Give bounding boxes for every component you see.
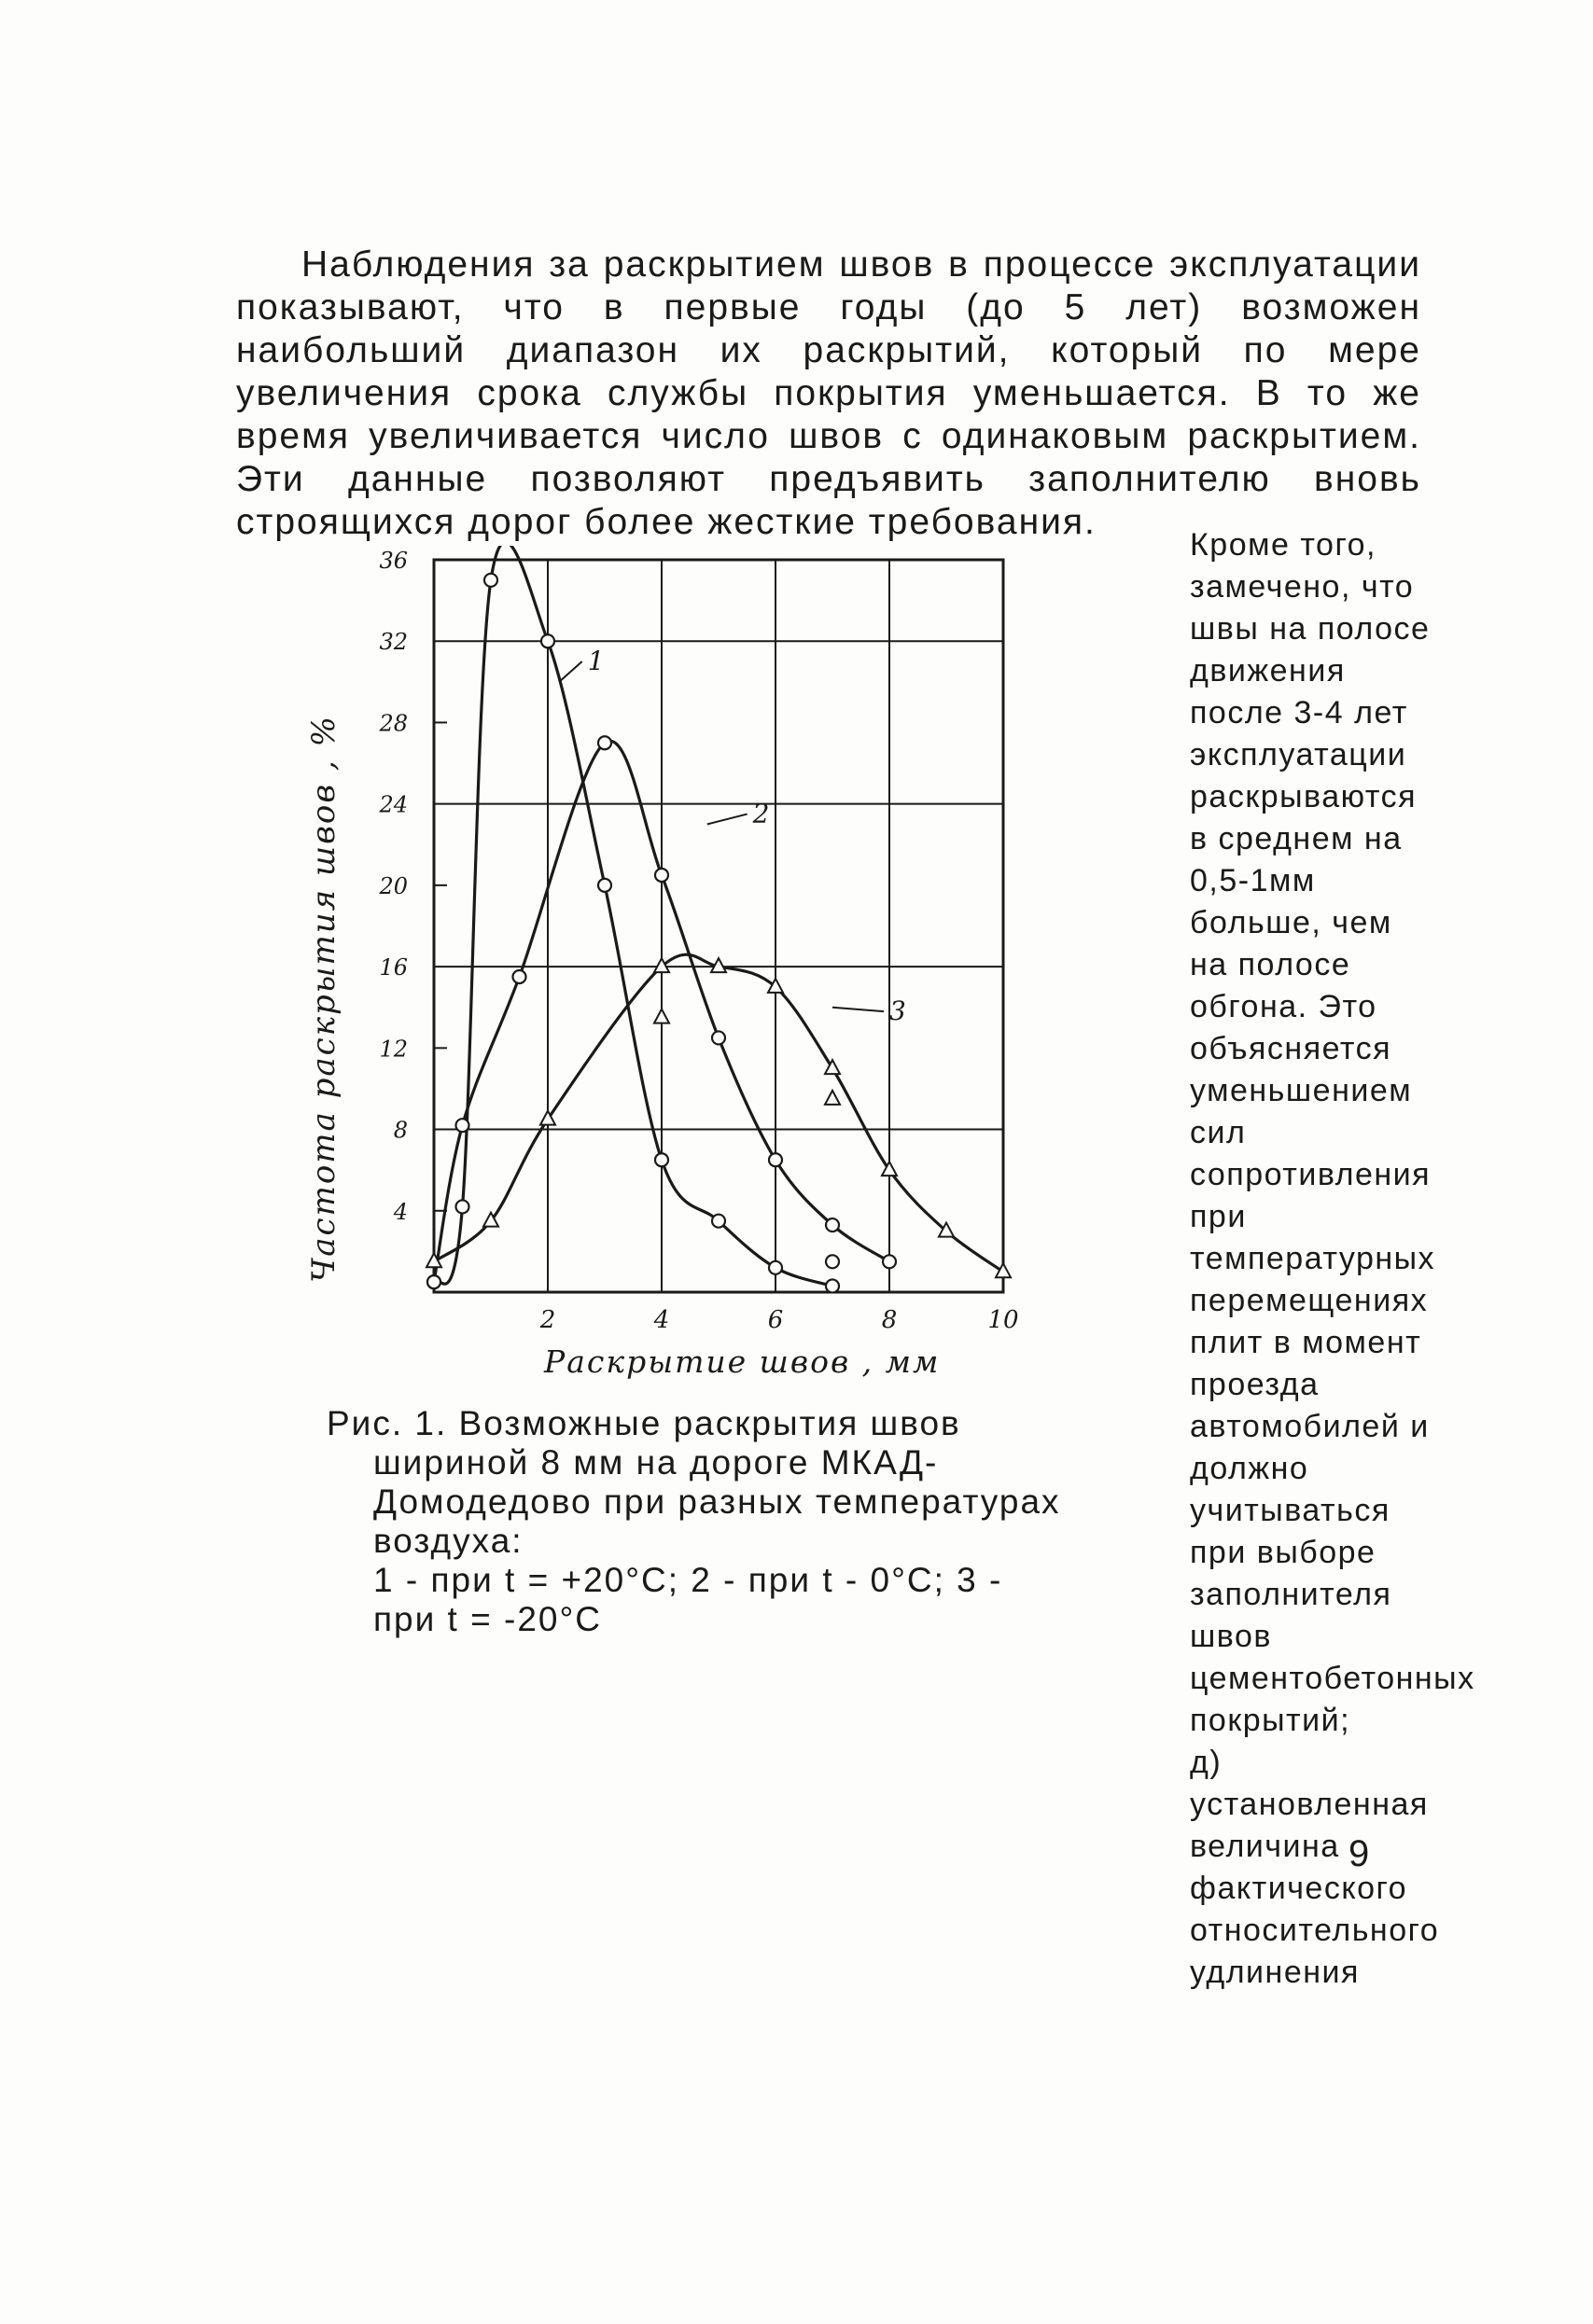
caption-line-2: шириной 8 мм на дороге МКАД-Домодедово при разных температурах воздуха: [373, 1443, 1061, 1560]
series-3-label: 3 [889, 995, 906, 1027]
page-number: 9 [1348, 1833, 1370, 1874]
intro-paragraph: Наблюдения за раскрытием швов в процессе эксплуатации показывают, что в первые годы (до 5 лет) возможен наибольший диапазон их раскрытий, который по мере увеличения срока службы покрытия уменьшается. В то же время увеличивается число швов с одинаковым раскрытием. Эти данные позволяют предъявить заполнителю вновь строящихся дорог более жесткие требования. [236, 244, 1421, 542]
series-3-point [654, 958, 669, 972]
series-2-point [883, 1255, 896, 1268]
y-tick-label: 8 [393, 1117, 408, 1144]
y-tick-label: 16 [379, 954, 408, 981]
series-1-point [655, 1153, 668, 1166]
figure-caption [327, 1404, 1064, 1639]
y-tick-label: 4 [393, 1198, 408, 1225]
y-tick-label: 24 [379, 791, 408, 818]
y-tick-label: 20 [379, 872, 408, 899]
series-2-point [598, 736, 611, 749]
chart-ylabel: Частота раскрытия швов , % [305, 715, 342, 1283]
series-2-label: 2 [752, 798, 770, 829]
caption-line-3: 1 - при t = +20°С; 2 - при t - 0°С; 3 - при t = -20°С [373, 1561, 1003, 1638]
series-1-line [434, 546, 832, 1287]
y-tick-label: 32 [379, 629, 408, 656]
side-paragraph-1: Кроме того, замечено, что швы на полосе движения после 3-4 лет эксплуатации раскрываются в среднем на 0,5-1мм больше, чем на полосе обгона. Это объясняется уменьшением сил сопротивления при температурных перемещениях плит в момент проезда автомобилей и должно учитываться при выборе заполнителя швов цементобетонных покрытий; [1190, 527, 1475, 1738]
series-2-point [427, 1275, 440, 1288]
x-tick-label: 4 [653, 1306, 670, 1334]
series-1-leader [559, 661, 582, 682]
series-2-leader [707, 814, 748, 825]
series-1-point [712, 1215, 725, 1228]
caption-line-1: Рис. 1. Возможные раскрытия швов [327, 1404, 961, 1442]
x-tick-label: 6 [767, 1306, 784, 1334]
chart-xlabel: Раскрытие швов , мм [544, 1343, 941, 1380]
series-1-point [826, 1279, 839, 1292]
side-column [1111, 524, 1475, 1994]
series-1-point [598, 879, 611, 892]
y-tick-label: 28 [379, 710, 408, 737]
series-1-point [456, 1200, 469, 1213]
series-3-point [654, 1009, 669, 1023]
series-1-point [769, 1261, 782, 1274]
series-1-label: 1 [587, 646, 605, 677]
series-2-point [769, 1153, 782, 1166]
series-2-point [712, 1031, 725, 1044]
series-1-point [484, 574, 497, 587]
x-tick-label: 10 [987, 1306, 1019, 1334]
x-tick-label: 2 [539, 1306, 556, 1334]
series-2-point [655, 869, 668, 882]
series-3-point [996, 1263, 1011, 1277]
series-2-point [456, 1119, 469, 1132]
series-3-point [825, 1091, 840, 1105]
x-tick-label: 8 [881, 1306, 898, 1334]
joint-opening-chart [308, 546, 1055, 1404]
y-tick-label: 36 [379, 548, 408, 574]
series-2-point [826, 1218, 839, 1232]
side-paragraph-2: д) установленная величина фактического относительного удлинения [1190, 1745, 1440, 1990]
series-2-point [826, 1255, 839, 1268]
figure-1 [305, 546, 1055, 1404]
series-3-leader [832, 1008, 884, 1011]
series-2-point [513, 970, 526, 983]
series-1-point [541, 634, 554, 647]
y-tick-label: 12 [379, 1036, 408, 1063]
plot-frame [434, 560, 1003, 1292]
series-3-point [768, 979, 783, 993]
